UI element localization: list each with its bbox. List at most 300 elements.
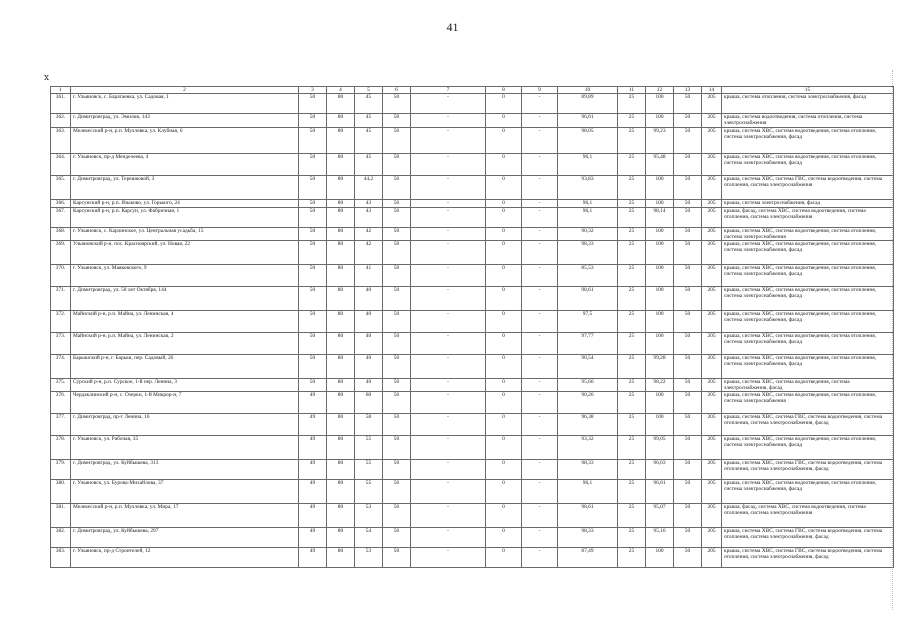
table-cell: - [411,392,486,414]
table-cell: Карсунский р-н, р.п. Карсун, ул. Фабричная, 1 [71,208,299,228]
table-cell: 98,61 [558,504,618,528]
table-cell: 53 [355,548,383,568]
table-cell: 0 [486,548,522,568]
table-cell: 205 [702,287,722,311]
table-cell: 98,61 [558,287,618,311]
table-cell: - [522,176,558,200]
table-cell: 50 [383,379,411,392]
table-cell: 80 [327,414,355,436]
table-cell: 90,26 [558,392,618,414]
table-cell: - [522,200,558,208]
table-cell: 96,01 [558,114,618,128]
table-cell: 50 [299,355,327,379]
table-cell: 80 [327,176,355,200]
table-cell: г. Ульяновск, ул. Бурова-Михайлова, 37 [71,480,299,504]
table-cell: 25 [618,94,646,114]
table-cell: - [411,287,486,311]
table-cell: 25 [618,265,646,287]
table-cell: - [411,114,486,128]
column-header: 4 [327,87,355,94]
table-cell: - [522,414,558,436]
table-cell: 80 [327,392,355,414]
table-cell: 0 [486,355,522,379]
table-cell: 25 [618,208,646,228]
table-cell: 80 [327,287,355,311]
table-cell: 50 [674,392,702,414]
table-cell: 25 [618,392,646,414]
table-cell: 96,1 [558,200,618,208]
table-cell: - [522,392,558,414]
table-cell: г. Димитровград, ул. Эмилия, 143 [71,114,299,128]
table-cell: 50 [674,548,702,568]
column-header: 1 [51,87,71,94]
table-cell: - [522,436,558,460]
table-cell: 50 [383,208,411,228]
table-cell: 50 [674,287,702,311]
table-cell: - [522,528,558,548]
table-cell: 100 [646,287,674,311]
table-cell: 97,5 [558,311,618,333]
table-cell: 50 [299,94,327,114]
table-cell: - [411,265,486,287]
table-cell: 376. [51,392,71,414]
table-cell: 80 [327,355,355,379]
table-cell: 0 [486,528,522,548]
table-row [51,392,894,414]
table-row [51,528,894,548]
table-cell: - [411,460,486,480]
table-cell: - [522,460,558,480]
table-cell: 50 [299,228,327,241]
table-cell: 93,32 [558,436,618,460]
table-cell: крыша, система водоотведения, система отопления, система электроснабжения [722,114,894,128]
table-cell: 50 [674,460,702,480]
table-cell: - [411,176,486,200]
table-row [51,208,894,228]
table-cell: 50 [383,480,411,504]
table-cell: г. Ульяновск, пр-д Строителей, 12 [71,548,299,568]
table-cell: - [522,154,558,176]
table-cell: 0 [486,176,522,200]
table-cell: г. Димитровград, пр-т Ленина, 16 [71,414,299,436]
table-cell: 80 [327,200,355,208]
table-cell: 90,32 [558,228,618,241]
table-cell: 375. [51,379,71,392]
table-cell: 0 [486,287,522,311]
table-cell: 80 [327,94,355,114]
table-cell: 205 [702,128,722,154]
table-cell: 50 [299,311,327,333]
table-cell: 0 [486,265,522,287]
table-cell: 0 [486,114,522,128]
table-row [51,287,894,311]
table-cell: 361. [51,94,71,114]
table-cell: 100 [646,548,674,568]
table-cell: 0 [486,414,522,436]
table-cell: 25 [618,311,646,333]
table-cell: 0 [486,241,522,265]
table-cell: 98,33 [558,460,618,480]
table-cell: - [411,200,486,208]
table-cell: 50 [674,176,702,200]
table-cell: 25 [618,228,646,241]
table-cell: 50 [383,460,411,480]
table-cell: - [522,241,558,265]
table-cell: 50 [674,114,702,128]
column-header: 5 [355,87,383,94]
table-cell: 99,23 [646,128,674,154]
table-cell: 49 [299,392,327,414]
table-cell: 25 [618,128,646,154]
table-cell: - [522,355,558,379]
table-cell: 80 [327,241,355,265]
table-cell: 0 [486,228,522,241]
column-header: 8 [486,87,522,94]
scan-mark: ⅹ [44,72,50,82]
table-cell: крыша, система ХВС, система водоотведения, система отопления, система электроснабжения [722,228,894,241]
table-cell: 93,83 [558,176,618,200]
table-cell: 50 [383,355,411,379]
table-cell: - [522,287,558,311]
table-cell: 50 [674,241,702,265]
table-cell: 50 [674,355,702,379]
table-cell: 25 [618,114,646,128]
table-cell: 25 [618,241,646,265]
table-cell: - [522,480,558,504]
table-cell: - [522,548,558,568]
table-cell: 369. [51,241,71,265]
table-cell: 25 [618,414,646,436]
table-cell: 80 [327,528,355,548]
table-cell: - [522,94,558,114]
table-cell: г. Ульяновск, с. Карлинское, ул. Центральная усадьба, 15 [71,228,299,241]
table-cell: 50 [674,311,702,333]
table-header-row [51,87,894,94]
table-cell: крыша, система ХВС, система ГВС, система водоотведения, система отопления, система электроснабжения, фасад [722,414,894,436]
table-cell: - [522,333,558,355]
table-cell: 90,54 [558,355,618,379]
table-cell: 50 [674,200,702,208]
table-cell: 205 [702,241,722,265]
table-cell: 50 [299,128,327,154]
table-cell: 25 [618,154,646,176]
table-cell: 50 [383,311,411,333]
table-cell: 50 [674,265,702,287]
table-cell: - [411,504,486,528]
table-cell: 205 [702,414,722,436]
table-cell: 50 [674,504,702,528]
table-cell: 49 [299,504,327,528]
table-cell: 205 [702,114,722,128]
table-cell: Карсунский р-н, р.п. Языково, ул. Горького, 24 [71,200,299,208]
table-cell: 25 [618,333,646,355]
table-cell: 49 [299,460,327,480]
table-cell: 50 [674,154,702,176]
table-cell: 98,33 [558,241,618,265]
table-cell: 100 [646,176,674,200]
table-cell: 205 [702,355,722,379]
table-cell: - [522,208,558,228]
table-cell: 25 [618,548,646,568]
table-body [51,94,894,568]
table-cell: 50 [383,228,411,241]
table-cell: 205 [702,208,722,228]
table-row [51,355,894,379]
column-header: 11 [618,87,646,94]
table-cell: 205 [702,333,722,355]
table-cell: 80 [327,460,355,480]
table-cell: - [411,333,486,355]
table-cell: 50 [674,208,702,228]
table-cell: 96,03 [646,460,674,480]
table-cell: крыша, система ХВС, система водоотведения, система отопления, система электроснабжения, фасад [722,128,894,154]
table-cell: 100 [646,241,674,265]
table-cell: 367. [51,208,71,228]
column-header: 14 [702,87,722,94]
table-row [51,114,894,128]
table-cell: 50 [674,94,702,114]
table-cell: 365. [51,176,71,200]
table-cell: 50 [299,176,327,200]
table-cell: 80 [327,311,355,333]
table-cell: 98,33 [558,528,618,548]
table-cell: 80 [327,504,355,528]
table-cell: Майнский р-н, р.п. Майна, ул. Ленинская, 4 [71,311,299,333]
table-cell: 80 [327,333,355,355]
table-cell: крыша, система ХВС, система водоотведения, система отопления, система электроснабжения, фасад [722,355,894,379]
column-header: 6 [383,87,411,94]
table-cell: 50 [299,114,327,128]
table-cell: 50 [383,241,411,265]
table-cell: - [411,128,486,154]
table-cell: 100 [646,265,674,287]
table-cell: 49 [299,480,327,504]
table-cell: крыша, система ХВС, система водоотведения, система отопления, система электроснабжения, фасад [722,241,894,265]
table-cell: 98,14 [646,208,674,228]
table-cell: 80 [327,480,355,504]
table-row [51,333,894,355]
table-row [51,241,894,265]
table-cell: 50 [383,392,411,414]
table-cell: 50 [383,287,411,311]
table-cell: 50 [674,414,702,436]
table-cell: 50 [383,200,411,208]
table-cell: 205 [702,154,722,176]
table-cell: 87,49 [558,548,618,568]
table-cell: 205 [702,94,722,114]
table-cell: крыша, система ХВС, система водоотведения, система отопления, система электроснабжения, фасад [722,333,894,355]
table-cell: 99,28 [646,355,674,379]
table-cell: 50 [383,128,411,154]
table-cell: 50 [674,333,702,355]
table-row [51,504,894,528]
table-cell: Мелекесский р-н, р.п. Мулловка, ул. Клубная, 6 [71,128,299,154]
table-cell: 379. [51,460,71,480]
table-cell: 50 [383,114,411,128]
table-cell: 0 [486,436,522,460]
table-cell: 0 [486,154,522,176]
column-header: 9 [522,87,558,94]
table-cell: 42 [355,241,383,265]
table-cell: 362. [51,114,71,128]
table-cell: Майнский р-н, р.п. Майна, ул. Ленинская, 2 [71,333,299,355]
table-cell: 371. [51,287,71,311]
table-cell: 40 [355,379,383,392]
table-cell: - [411,154,486,176]
table-cell: 55 [355,460,383,480]
table-cell: 50 [383,548,411,568]
table-cell: 55 [355,436,383,460]
table-row [51,548,894,568]
table-cell: 80 [327,379,355,392]
table-cell: 45 [355,128,383,154]
table-cell: г. Димитровград, ул. 50 лет Октября, 144 [71,287,299,311]
table-cell: 80 [327,436,355,460]
table-cell: 50 [674,228,702,241]
table-cell: 50 [299,287,327,311]
table-row [51,228,894,241]
table-cell: 95,66 [558,379,618,392]
table-cell: 364. [51,154,71,176]
column-header: 13 [674,87,702,94]
table-cell: 80 [327,228,355,241]
table-cell: 0 [486,208,522,228]
table-cell: 50 [299,333,327,355]
table-cell: 85,53 [558,265,618,287]
table-cell: 100 [646,228,674,241]
table-cell: 80 [327,114,355,128]
table-cell: 205 [702,379,722,392]
table-cell: - [522,265,558,287]
table-row [51,460,894,480]
table-cell: 43 [355,208,383,228]
table-cell: - [411,208,486,228]
table-cell: 205 [702,200,722,208]
table-cell: 50 [674,436,702,460]
table-cell: 45 [355,114,383,128]
table-cell: 0 [486,333,522,355]
table-cell: 50 [383,504,411,528]
table-cell: 100 [646,414,674,436]
table-row [51,154,894,176]
column-header: 10 [558,87,618,94]
table-cell: 96,1 [558,480,618,504]
table-cell: крыша, система ХВС, система водоотведения, система электроснабжения, фасад [722,379,894,392]
table-cell: 54 [355,528,383,548]
table-cell: 380. [51,480,71,504]
registry-table [50,86,894,568]
table-cell: Чердаклинский р-н, с. Озерки, 1-й Микрор-н, 7 [71,392,299,414]
table-cell: крыша, система ХВС, система ГВС, система водоотведения, система отопления, система электроснабжения, фасад [722,548,894,568]
table-cell: - [522,311,558,333]
table-cell: г. Ульяновск, с. Баратаевка, ул. Садовая, 1 [71,94,299,114]
table-cell: 205 [702,480,722,504]
table-cell: 205 [702,528,722,548]
table-cell: 25 [618,460,646,480]
table-cell: крыша, система ХВС, система водоотведения, система отопления, система электроснабжения, фасад [722,480,894,504]
table-cell: 44,2 [355,176,383,200]
table-row [51,128,894,154]
table-cell: 381. [51,504,71,528]
table-cell: 50 [674,379,702,392]
table-cell: 368. [51,228,71,241]
table-cell: 50 [383,176,411,200]
table-cell: - [522,128,558,154]
table-cell: 50 [299,241,327,265]
table-cell: 100 [646,311,674,333]
table-cell: 0 [486,128,522,154]
table-cell: г. Димитровград, ул. Терешковой, 3 [71,176,299,200]
table-cell: 205 [702,228,722,241]
table-cell: 40 [355,333,383,355]
table-cell: 50 [299,208,327,228]
table-cell: крыша, система отопления, система электроснабжения, фасад [722,94,894,114]
table-cell: 372. [51,311,71,333]
column-header: 7 [411,87,486,94]
table-cell: 25 [618,436,646,460]
table-cell: 50 [299,265,327,287]
table-cell: - [411,548,486,568]
table-cell: 50 [674,480,702,504]
table-cell: 25 [618,200,646,208]
table-cell: 45 [355,154,383,176]
table-cell: 374. [51,355,71,379]
table-cell: 98,22 [646,379,674,392]
table-cell: 25 [618,528,646,548]
table-cell: 378. [51,436,71,460]
table-cell: 45 [355,94,383,114]
table-cell: 366. [51,200,71,208]
table-cell: 95,07 [646,504,674,528]
table-cell: - [411,480,486,504]
page-number: 41 [446,20,459,34]
table-cell: 100 [646,94,674,114]
table-cell: 0 [486,311,522,333]
table-cell: 0 [486,392,522,414]
table-cell: 80 [327,208,355,228]
table-cell: 41 [355,265,383,287]
table-cell: 100 [646,200,674,208]
table-row [51,200,894,208]
table-cell: 25 [618,379,646,392]
table-cell: крыша, система электроснабжения, фасад [722,200,894,208]
table-cell: 99,05 [646,436,674,460]
table-row [51,176,894,200]
table-cell: 377. [51,414,71,436]
table-cell: 49 [299,548,327,568]
table-cell: 382. [51,528,71,548]
table-cell: 0 [486,480,522,504]
table-cell: г. Ульяновск, ул. Маяковского, 9 [71,265,299,287]
table-cell: 25 [618,355,646,379]
table-cell: Сурский р-н, р.п. Сурское, 1-й пер. Ленина, 3 [71,379,299,392]
table-cell: 55 [355,480,383,504]
table-cell: 100 [646,392,674,414]
table-cell: 50 [674,128,702,154]
table-row [51,480,894,504]
table-cell: г. Ульяновск, ул. Рабочая, 35 [71,436,299,460]
table-cell: 50 [299,379,327,392]
table-cell: 50 [383,94,411,114]
table-cell: 205 [702,436,722,460]
table-cell: - [411,355,486,379]
table-cell: 370. [51,265,71,287]
column-header: 2 [71,87,299,94]
table-cell: 373. [51,333,71,355]
table-cell: - [522,379,558,392]
table-cell: 80 [327,154,355,176]
table-cell: - [411,94,486,114]
